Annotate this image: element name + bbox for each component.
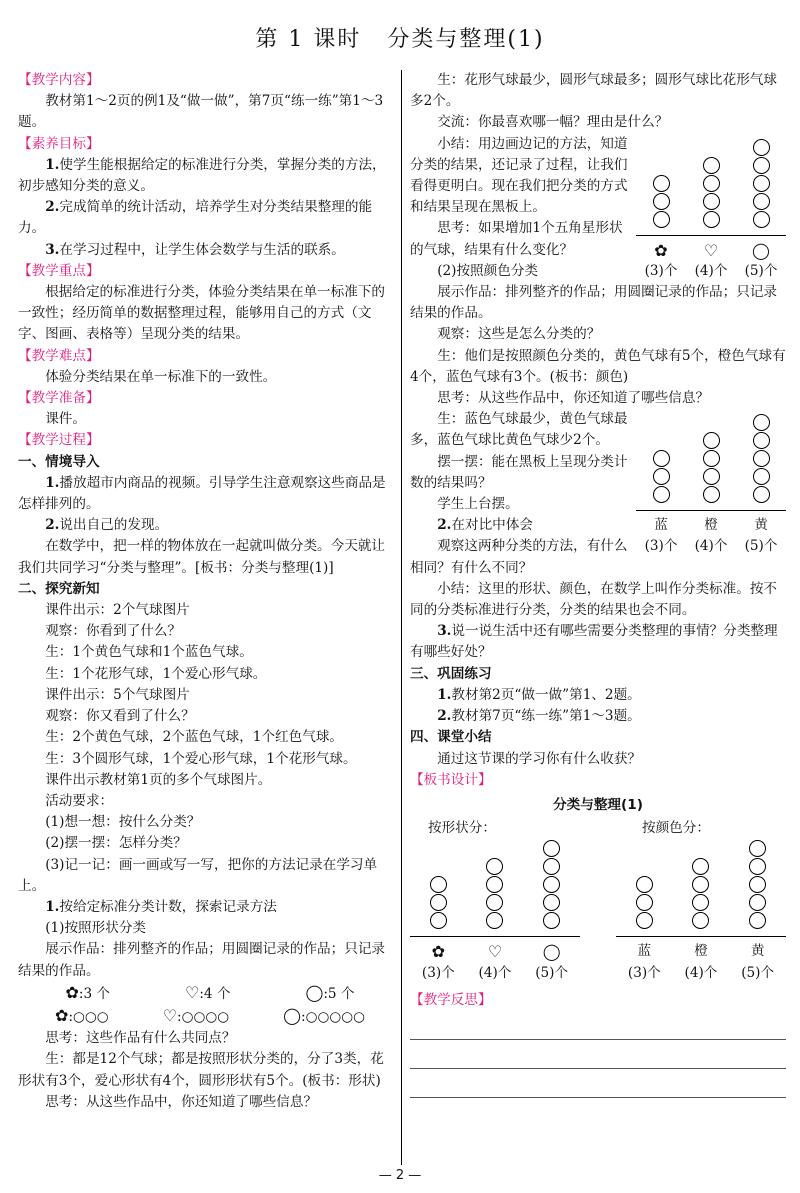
color-name: 黄: [754, 517, 768, 534]
balloon-circle: [692, 894, 709, 911]
column-divider: [401, 70, 402, 1165]
balloon-circle: [753, 414, 770, 431]
balloon-stack: [427, 875, 449, 930]
balloon-circle: [749, 912, 766, 929]
balloon-circle: [543, 876, 560, 893]
balloon-circle: [703, 211, 720, 228]
exercise-item: 2.教材第7页“练一练”第1～3题。: [437, 708, 641, 725]
flower-icon: ✿: [431, 942, 446, 962]
balloon-circle: [703, 175, 720, 192]
heart-icon: ♡: [703, 240, 719, 260]
section-heading: 二、探究新知: [18, 580, 100, 597]
balloon-circle: [543, 912, 560, 929]
balloon-circle: [703, 157, 720, 174]
balloon-stack: [690, 857, 712, 930]
paragraph: 生：蓝色气球最少，黄色气球最多，蓝色气球比黄色气球少2个。: [410, 411, 628, 449]
balloon-circle: [430, 912, 447, 929]
board-color-stacks: [616, 839, 786, 930]
exercise-item: 1.教材第2页“做一做”第1、2题。: [437, 686, 641, 703]
circle-icon: ◯: [542, 942, 561, 962]
balloon-stack: [633, 875, 655, 930]
figure-baseline: [410, 936, 580, 937]
record-row-circles: ✿:○○○ ♡:○○○○ ◯:○○○○○: [55, 1005, 365, 1025]
lesson-number: 第 1 课时: [255, 27, 362, 52]
paragraph: 通过这节课的学习你有什么收获？: [437, 750, 642, 767]
balloon-stack: [700, 431, 722, 504]
balloon-circle: [703, 468, 720, 485]
paragraph: 思考：这些作品有什么共同点？: [45, 1030, 236, 1047]
board-color-names: [616, 941, 786, 962]
color-name: 橙: [694, 943, 708, 960]
paragraph: 生：1个花形气球，1个爱心形气球。: [45, 665, 267, 682]
paragraph: 生：2个黄色气球，2个蓝色气球，1个红色气球。: [45, 729, 344, 746]
balloon-circle: [692, 912, 709, 929]
balloon-circle: [486, 858, 503, 875]
balloon-circle: [692, 858, 709, 875]
balloon-circle: [703, 193, 720, 210]
balloon-circle: [636, 894, 653, 911]
balloon-circle: [653, 175, 670, 192]
balloon-circle: [543, 894, 560, 911]
count-label: (4)个: [694, 538, 728, 555]
balloon-stack: [747, 839, 769, 930]
balloon-circle: [430, 876, 447, 893]
paragraph: 思考：从这些作品中，你还知道了哪些信息？: [437, 390, 710, 407]
balloon-circle: [636, 876, 653, 893]
balloon-circle: [749, 894, 766, 911]
paragraph: (2)按照颜色分类: [437, 262, 539, 279]
balloon-circle: [703, 486, 720, 503]
left-column: [18, 70, 392, 1113]
board-shape: [410, 818, 580, 984]
board-shape-counts: [410, 963, 580, 984]
count-label: (3)个: [644, 262, 678, 279]
balloon-circle: [692, 876, 709, 893]
board-color-label: 按颜色分：: [642, 820, 710, 837]
flower-icon: ✿: [65, 982, 79, 1002]
figure-baseline: [636, 235, 786, 236]
paragraph: 课件出示：5个气球图片: [45, 686, 190, 703]
balloon-stack: [484, 857, 506, 930]
flower-icon: ✿: [55, 1005, 69, 1025]
key-text: 根据给定的标准进行分类，体验分类结果在单一标准下的一致性；经历简单的数据整理过程，能够用自己的方式（文字、图画、表格等）呈现分类的结果。: [18, 284, 386, 343]
color-names: [636, 515, 786, 536]
balloon-circle: [703, 450, 720, 467]
step-item: 3.说一说生活中还有哪些需要分类整理的事情？分类整理有哪些好处？: [410, 623, 778, 661]
count-label: (5)个: [741, 964, 775, 981]
paragraph: 在数学中，把一样的物体放在一起就叫做分类。今天就让我们共同学习“分类与整理”。[板书：分类与整理(1)]: [18, 538, 386, 576]
board-color-counts: [616, 963, 786, 984]
balloon-circle: [753, 175, 770, 192]
color-figure: [636, 413, 786, 557]
paragraph: 观察：你又看到了什么？: [45, 708, 195, 725]
heading-content: 【教学内容】: [18, 72, 100, 88]
paragraph: 生：花形气球最少，圆形气球最多；圆形气球比花形气球多2个。: [410, 72, 778, 110]
flower-icon: ✿: [654, 240, 668, 260]
shape-icons: [636, 240, 786, 261]
paragraph: 生：都是12个气球；都是按照形状分类的，分了3类，花形状有3个，爱心形状有4个，圆形形状有5个。(板书：形状): [18, 1051, 384, 1089]
right-column: [410, 70, 786, 1098]
balloon-circle: [653, 450, 670, 467]
figure-baseline: [616, 936, 786, 937]
paragraph: 思考：如果增加1个五角星形状的气球，结果有什么变化？: [410, 220, 623, 258]
balloon-circle: [749, 858, 766, 875]
board-title: 分类与整理(1): [553, 796, 643, 813]
board-color: [616, 818, 786, 984]
goal-item: 2.完成简单的统计活动，培养学生对分类结果整理的能力。: [18, 199, 373, 237]
heading-reflection: 【教学反思】: [410, 991, 492, 1008]
shape-stacks: [636, 138, 786, 229]
balloon-stack: [750, 413, 772, 504]
balloon-circle: [653, 468, 670, 485]
paragraph: (2)摆一摆：怎样分类？: [45, 835, 187, 852]
balloon-stack: [750, 138, 772, 229]
count-label: (5)个: [535, 964, 569, 981]
section-heading: 一、情境导入: [18, 453, 100, 470]
paragraph: 观察这两种分类的方法，有什么相同？有什么不同？: [410, 538, 628, 576]
balloon-stack: [700, 156, 722, 229]
paragraph: 展示作品：排列整齐的作品；用圆圈记录的作品；只记录结果的作品。: [410, 284, 778, 322]
count-label: (4)个: [694, 262, 728, 279]
circle-icon: ◯: [305, 982, 324, 1002]
paragraph: 活动要求：: [45, 792, 114, 809]
balloon-circle: [430, 894, 447, 911]
board-shape-stacks: [410, 839, 580, 930]
balloon-circle: [753, 157, 770, 174]
balloon-circle: [653, 211, 670, 228]
color-stacks: [636, 413, 786, 504]
paragraph: 小结：用边画边记的方法，知道分类的结果，还记录了过程，让我们看得更明白。现在我们把分类的方式和结果呈现在黑板上。: [410, 135, 628, 216]
color-name: 黄: [750, 943, 765, 960]
step-item: 1.播放超市内商品的视频。引导学生注意观察这些商品是怎样排列的。: [18, 474, 386, 513]
paragraph: (1)想一想：按什么分类？: [45, 814, 201, 831]
prep-text: 课件。: [45, 411, 86, 428]
balloon-circle: [703, 432, 720, 449]
balloon-circle: [753, 486, 770, 503]
balloon-circle: [486, 894, 503, 911]
page-number: — 2 —: [378, 1168, 422, 1183]
step-item: 2.在对比中体会: [437, 517, 533, 534]
paragraph: (1)按照形状分类: [45, 920, 147, 937]
balloon-circle: [653, 486, 670, 503]
count-label: (3)个: [644, 538, 678, 555]
paragraph: 思考：从这些作品中，你还知道了哪些信息？: [45, 1093, 318, 1110]
paragraph: 展示作品：排列整齐的作品；用圆圈记录的作品；只记录结果的作品。: [18, 941, 386, 979]
balloon-circle: [753, 193, 770, 210]
count-label: (3)个: [421, 964, 455, 981]
heading-prep: 【教学准备】: [18, 390, 100, 407]
balloon-circle: [486, 912, 503, 929]
section-heading: 四、课堂小结: [410, 729, 492, 746]
balloon-circle: [543, 840, 560, 857]
paragraph: 观察：这些是怎么分类的？: [437, 326, 601, 343]
balloon-circle: [653, 193, 670, 210]
color-name: 蓝: [654, 517, 668, 534]
balloon-stack: [650, 174, 672, 229]
balloon-stack: [541, 839, 563, 930]
paragraph: 交流：你最喜欢哪一幅？理由是什么？: [437, 114, 669, 131]
balloon-circle: [543, 858, 560, 875]
paragraph: 观察：你看到了什么？: [45, 623, 182, 640]
section-heading: 三、巩固练习: [410, 665, 492, 682]
count-label: (5)个: [744, 538, 778, 555]
balloon-stack: [650, 449, 672, 504]
paragraph: 生：1个黄色气球和1个蓝色气球。: [45, 644, 253, 661]
count-label: (4)个: [478, 964, 512, 981]
goal-item: 3.在学习过程中，让学生体会数学与生活的联系。: [45, 241, 345, 258]
heart-icon: ♡: [184, 982, 200, 1002]
writing-line: [410, 1040, 786, 1069]
circle-icon: ◯: [283, 1005, 302, 1025]
balloon-circle: [753, 432, 770, 449]
color-count-labels: [636, 536, 786, 557]
paragraph: 摆一摆：能在黑板上呈现分类计数的结果吗？: [410, 453, 628, 491]
balloon-circle: [753, 468, 770, 485]
count-label: (3)个: [627, 964, 661, 981]
balloon-circle: [636, 912, 653, 929]
balloon-circle: [749, 840, 766, 857]
paragraph: 课件出示：2个气球图片: [45, 602, 190, 619]
figure-baseline: [636, 510, 786, 511]
board-shape-icons: [410, 941, 580, 962]
shape-figure: [636, 138, 786, 282]
content-text: 教材第1～2页的例1及“做一做”，第7页“练一练”第1～3题。: [18, 93, 384, 131]
balloon-circle: [753, 211, 770, 228]
color-name: 蓝: [637, 943, 652, 960]
balloon-circle: [753, 450, 770, 467]
count-label: (5)个: [744, 262, 778, 279]
count-label: (4)个: [684, 964, 718, 981]
record-row-counts: ✿:3 个 ♡:4 个 ◯:5 个: [65, 982, 355, 1002]
step-item: 2.说出自己的发现。: [45, 517, 169, 534]
balloon-circle: [749, 876, 766, 893]
goal-item: 1.使学生能根据给定的标准进行分类，掌握分类的方法，初步感知分类的意义。: [18, 156, 386, 195]
writing-line: [410, 1011, 786, 1040]
color-name: 橙: [704, 517, 718, 534]
reflection-lines: [410, 1011, 786, 1098]
shape-count-labels: [636, 261, 786, 282]
circle-icon: ◯: [752, 240, 770, 260]
balloon-circle: [753, 139, 770, 156]
heading-goals: 【素养目标】: [18, 135, 100, 152]
heading-key: 【教学重点】: [18, 262, 100, 279]
lesson-topic: 分类与整理(1): [387, 27, 545, 52]
heading-process: 【教学过程】: [18, 432, 100, 449]
difficulty-text: 体验分类结果在单一标准下的一致性。: [45, 368, 277, 385]
paragraph: (3)记一记：画一画或写一写，把你的方法记录在学习单上。: [18, 856, 378, 894]
paragraph: 学生上台摆。: [437, 496, 519, 513]
step-item: 1.按给定标准分类计数，探索记录方法: [45, 898, 277, 915]
heart-icon: ♡: [162, 1005, 178, 1025]
paragraph: 小结：这里的形状、颜色，在数学上叫作分类标准。按不同的分类标准进行分类，分类的结果也会不同。: [410, 580, 778, 619]
board-shape-label: 按形状分：: [428, 820, 496, 837]
board-design: [410, 818, 786, 984]
heading-board: 【板书设计】: [410, 771, 492, 788]
paragraph: 生：3个圆形气球，1个爱心形气球，1个花形气球。: [45, 750, 357, 767]
balloon-circle: [486, 876, 503, 893]
heart-icon: ♡: [487, 942, 503, 962]
writing-line: [410, 1069, 786, 1098]
paragraph: 课件出示教材第1页的多个气球图片。: [45, 771, 272, 788]
heading-difficulty: 【教学难点】: [18, 347, 100, 364]
page-title: [0, 22, 800, 53]
paragraph: 生：他们是按照颜色分类的，黄色气球有5个，橙色气球有4个，蓝色气球有3个。(板书：颜色): [410, 347, 786, 385]
